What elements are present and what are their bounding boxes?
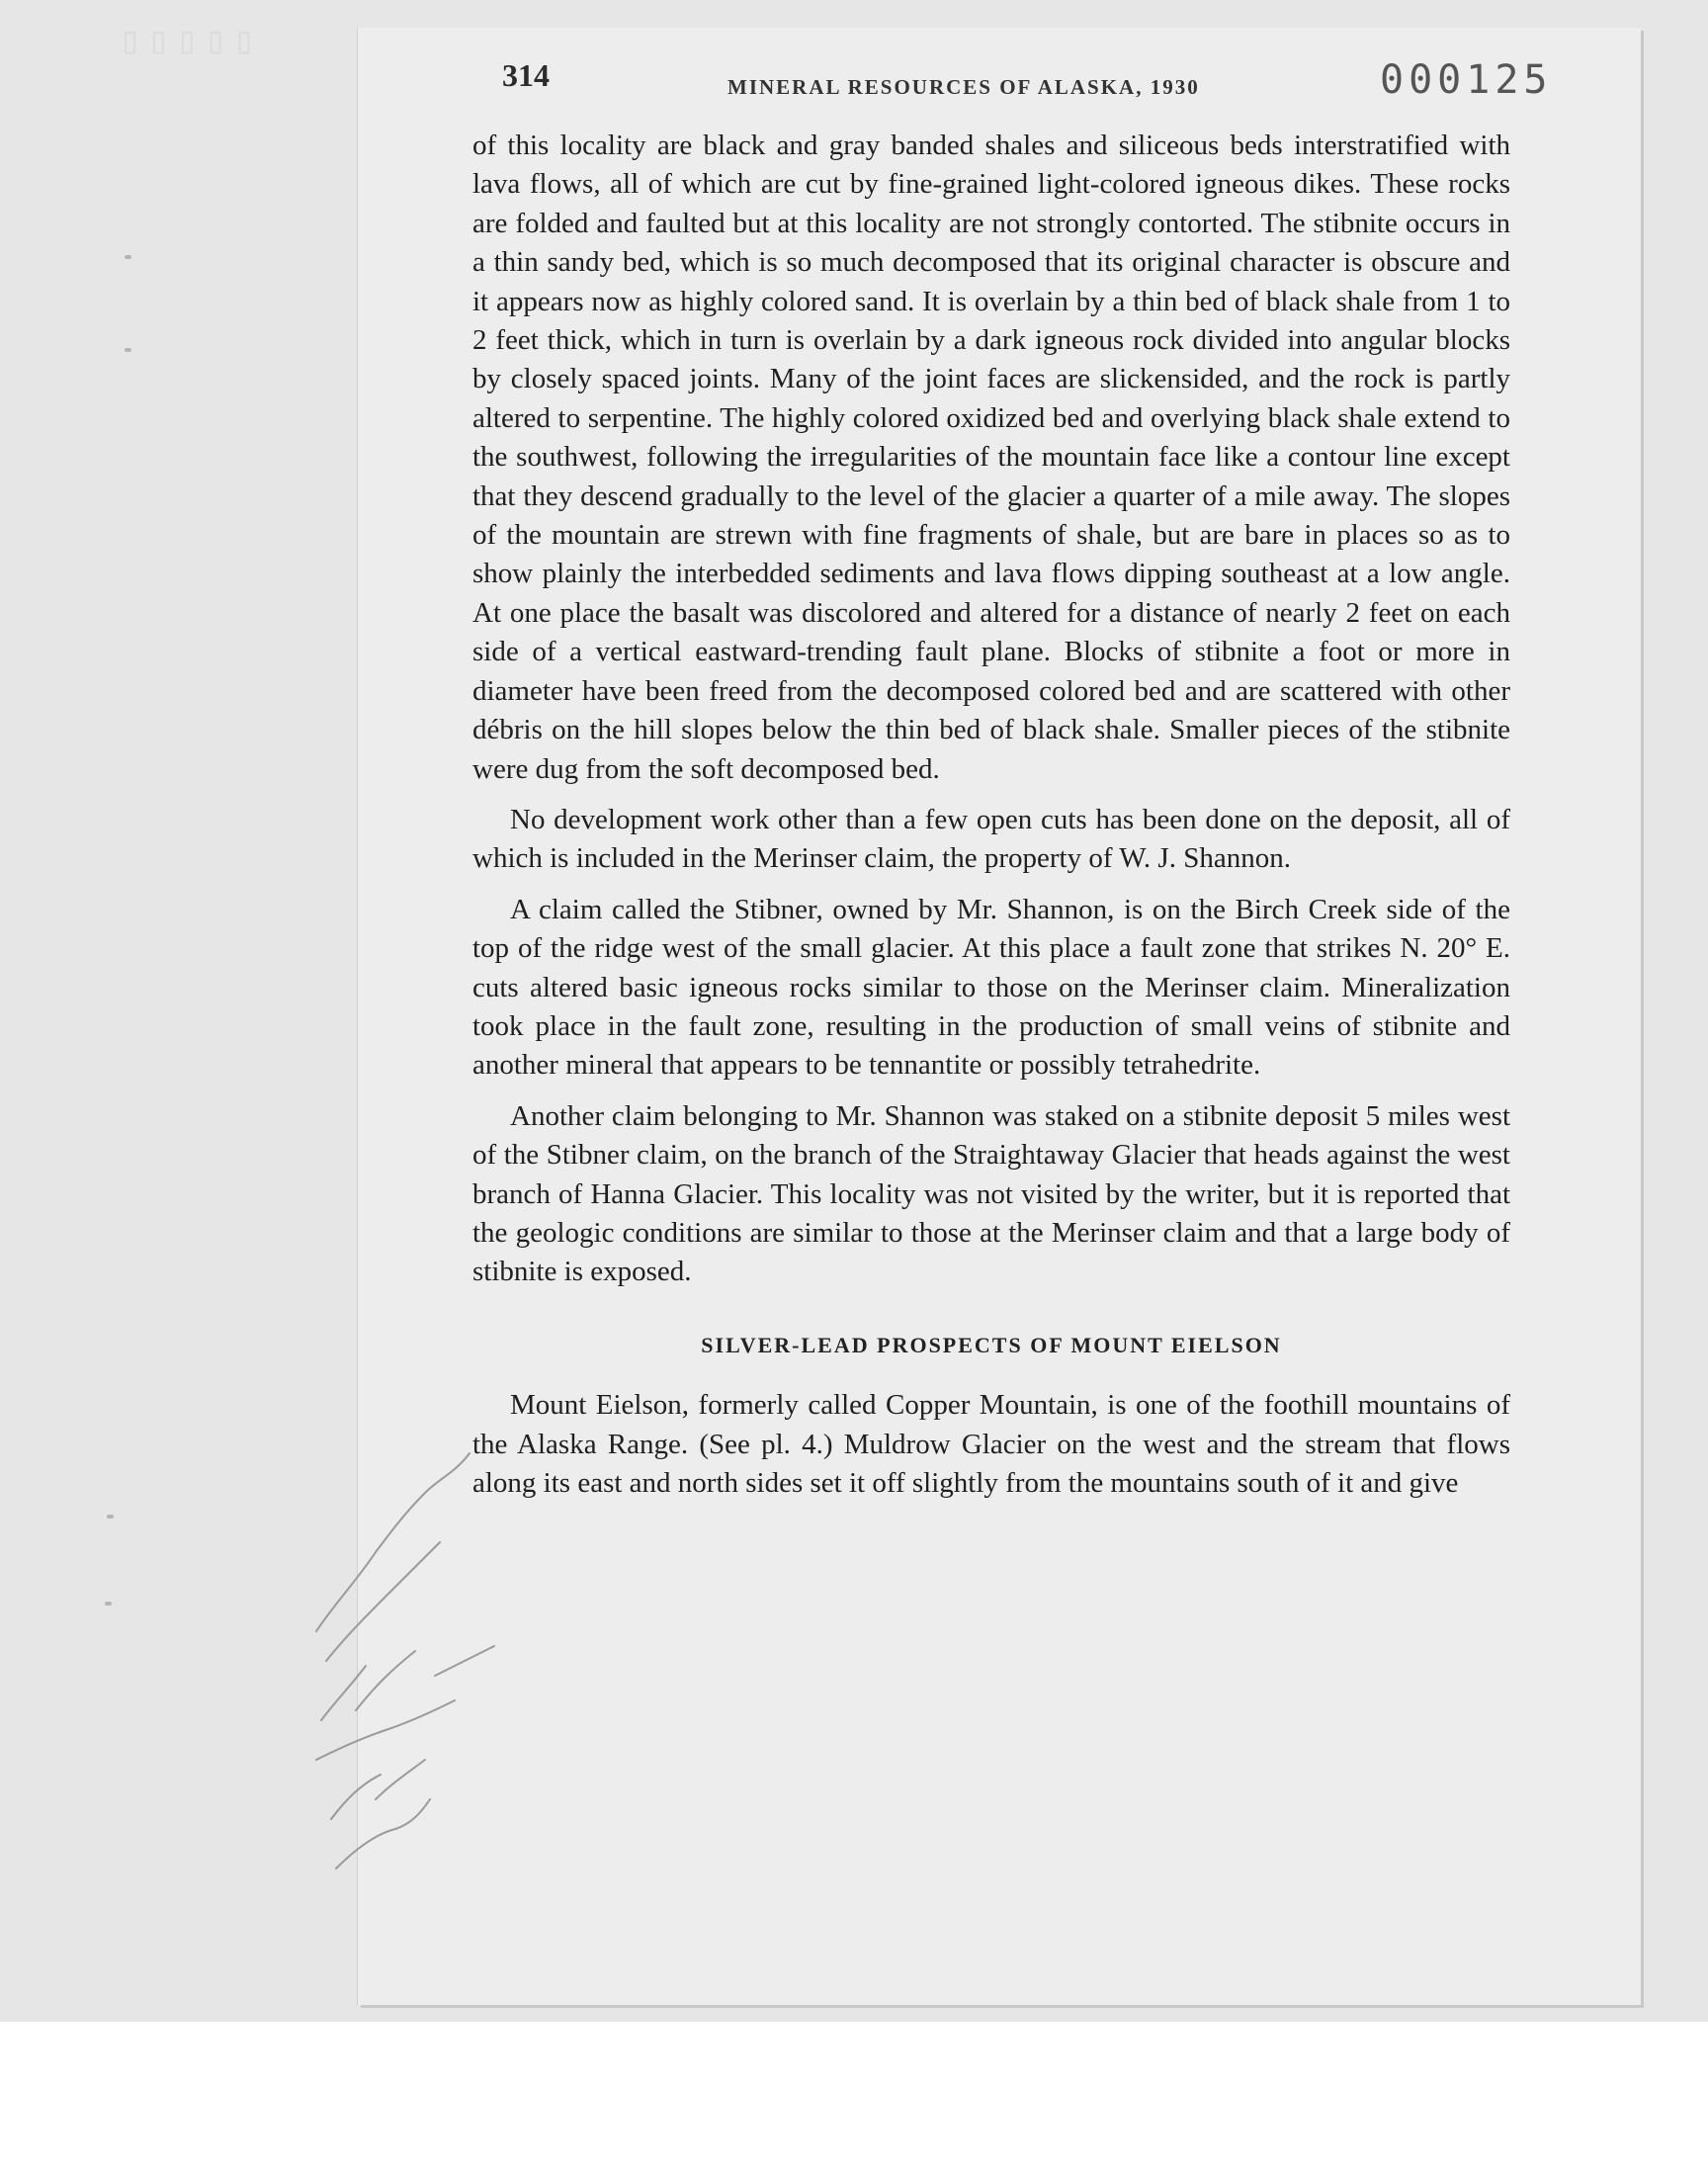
paragraph-3: A claim called the Stibner, owned by Mr. Shannon, is on the Birch Creek side of the top of the ridge west of the small glacier. At this place a fault zone that strikes N. 20° E. cuts altered basic igneous rocks similar to those on the Merinser claim. Mineralization took place in the fault zone, resulting in the production of small veins of stibnite and another mineral that appears to be tennantite or possibly tetrahedrite. [472, 893, 1510, 1082]
page-number: 314 [502, 57, 550, 93]
scan-speck [125, 255, 131, 259]
handwriting-scribble-icon [297, 1434, 514, 1878]
body-text [472, 127, 1510, 1515]
scan-speck [105, 1602, 112, 1606]
section-heading: SILVER-LEAD PROSPECTS OF MOUNT EIELSON [701, 1332, 1282, 1357]
handwritten-margin-annotation [297, 1434, 514, 1878]
paragraph-1: of this locality are black and gray banded shales and siliceous beds interstratified with lava flows, all of which are cut by fine-grained light-colored igneous dikes. These rocks are folded and faulted but at this locality are not strongly contorted. The stibnite occurs in a thin sandy bed, which is so much decomposed that its original character is obscure and it appears now as highly colored sand. It is overlain by a thin bed of black shale from 1 to 2 feet thick, which in turn is overlain by a dark igneous rock divided into angular blocks by closely spaced joints. Many of the joint faces are slickensided, and the rock is partly altered to serpentine. The highly colored oxidized bed and overlying black shale extend to the southwest, following the irregularities of the mountain face like a contour line except that they descend gradually to the level of the glacier a quarter of a mile away. The slopes of the mountain are strewn with fine fragments of shale, but are bare in places so as to show plainly the interbedded sediments and lava flows dipping southeast at a low angle. At one place the basalt was discolored and altered for a distance of nearly 2 feet on each side of a vertical eastward-trending fault plane. Blocks of stibnite a foot or more in diameter have been freed from the decomposed colored bed and are scattered with other débris on the hill slopes below the thin bed of black shale. Smaller pieces of the stibnite were dug from the soft decomposed bed. [472, 130, 1510, 785]
scan-speck [107, 1515, 114, 1519]
document-id-stamp: 000125 [1380, 57, 1553, 103]
section-paragraph: Mount Eielson, formerly called Copper Mountain, is one of the foothill mountains of the Alaska Range. (See pl. 4.) Muldrow Glacier on the west and the stream that flows along its east and north sides set it off slightly from the mountains south of it and give [472, 1389, 1510, 1499]
bleed-through-mark: ▯▯▯▯▯ [119, 18, 262, 61]
page-header [502, 57, 1570, 117]
running-title: MINERAL RESOURCES OF ALASKA, 1930 [727, 75, 1200, 99]
paragraph-2: No development work other than a few open cuts has been done on the deposit, all of which is included in the Merinser claim, the property of W. J. Shannon. [472, 803, 1510, 875]
scan-speck [125, 348, 131, 352]
paragraph-4: Another claim belonging to Mr. Shannon was staked on a stibnite deposit 5 miles west of the Stibner claim, on the branch of the Straightaway Glacier that heads against the west branch of Hanna Glacier. This locality was not visited by the writer, but it is reported that the geologic conditions are similar to those at the Merinser claim and that a large body of stibnite is exposed. [472, 1099, 1510, 1288]
